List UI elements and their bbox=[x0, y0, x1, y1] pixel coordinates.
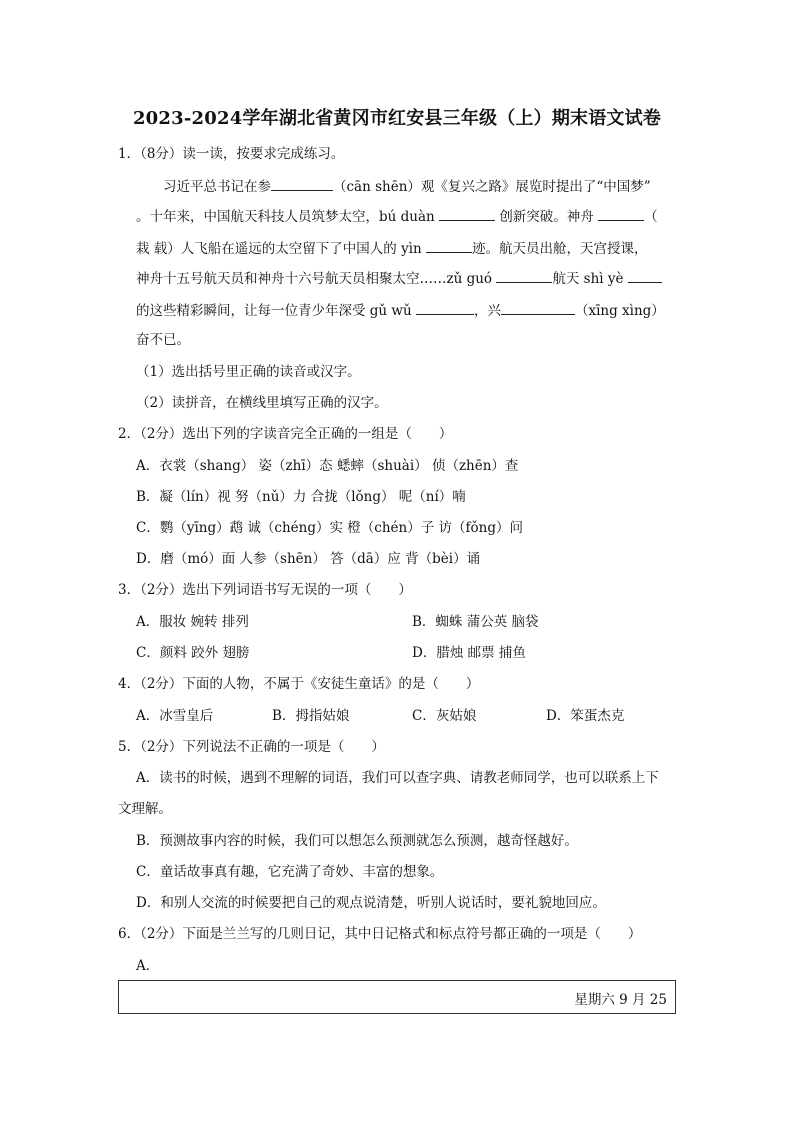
question-6-option-a[interactable]: A． bbox=[136, 958, 160, 974]
answer-blank[interactable] bbox=[501, 300, 575, 315]
passage-text: （ bbox=[644, 209, 658, 225]
question-6-heading: 6．（2分）下面是兰兰写的几则日记，其中日记格式和标点符号都正确的一项是（ ） bbox=[118, 926, 642, 942]
passage-text: 习近平总书记在参 bbox=[163, 179, 271, 195]
question-1-passage-line-3 bbox=[136, 238, 676, 258]
question-4-option-d[interactable]: D．笨蛋杰克 bbox=[546, 708, 625, 724]
question-2-option-b[interactable]: B．凝（lín）视 努（nǔ）力 合拢（lǒng） 呢（ní）喃 bbox=[136, 489, 466, 505]
passage-text: （xīng xìng） bbox=[574, 303, 665, 319]
question-3-option-a[interactable]: A．服妆 婉转 排列 bbox=[136, 614, 249, 630]
question-5-option-c[interactable]: C．童话故事真有趣，它充满了奇妙、丰富的想象。 bbox=[136, 864, 444, 880]
question-4-heading: 4．（2分）下面的人物，不属于《安徒生童话》的是（ ） bbox=[118, 676, 480, 692]
answer-blank[interactable] bbox=[496, 268, 552, 283]
question-1-passage-line-1 bbox=[163, 176, 651, 196]
passage-text: （cān shēn）观《复兴之路》展览时提出了“中国梦” bbox=[333, 179, 651, 195]
answer-blank[interactable] bbox=[598, 206, 644, 221]
question-4-option-b[interactable]: B．拇指姑娘 bbox=[272, 708, 350, 724]
question-1-passage-line-6: 奋不已。 bbox=[136, 332, 190, 348]
passage-text: 神舟十五号航天员和神舟十六号航天员相聚太空……zǔ guó bbox=[136, 271, 493, 287]
answer-blank[interactable] bbox=[439, 206, 495, 221]
answer-blank[interactable] bbox=[426, 238, 472, 253]
question-3-heading: 3．（2分）选出下列词语书写无误的一项（ ） bbox=[118, 582, 412, 598]
question-3-option-d[interactable]: D．腊烛 邮票 捕鱼 bbox=[412, 645, 526, 661]
answer-blank[interactable] bbox=[628, 268, 662, 283]
question-1-sub-1: （1）选出括号里正确的读音或汉字。 bbox=[136, 364, 361, 380]
passage-text: ，兴 bbox=[473, 303, 501, 319]
question-3-option-c[interactable]: C．颜料 跤外 翅膀 bbox=[136, 645, 250, 661]
question-1-passage-line-5 bbox=[136, 300, 676, 320]
question-5-heading: 5．（2分）下列说法不正确的一项是（ ） bbox=[118, 739, 385, 755]
diary-box bbox=[118, 980, 676, 1014]
question-4-option-c[interactable]: C．灰姑娘 bbox=[412, 708, 477, 724]
page-title: 2023-2024学年湖北省黄冈市红安县三年级（上）期末语文试卷 bbox=[132, 108, 662, 129]
question-5-option-a[interactable]: A．读书的时候，遇到不理解的词语，我们可以查字典、请教老师同学，也可以联系上下 bbox=[136, 770, 659, 786]
answer-blank[interactable] bbox=[416, 300, 474, 315]
passage-text: 的这些精彩瞬间，让每一位青少年深受 gǔ wǔ bbox=[136, 303, 412, 319]
question-1-heading: 1．（8分）读一读，按要求完成练习。 bbox=[118, 146, 345, 162]
passage-text: 航天 shì yè bbox=[552, 271, 624, 287]
question-2-option-d[interactable]: D．磨（mó）面 人参（shēn） 答（dā）应 背（bèi）诵 bbox=[136, 551, 481, 567]
diary-date: 星期六 9 月 25 bbox=[574, 992, 667, 1008]
question-5-option-d[interactable]: D．和别人交流的时候要把自己的观点说清楚，听别人说话时，要礼貌地回应。 bbox=[136, 895, 606, 911]
passage-text: 栽 载）人飞船在遥远的太空留下了中国人的 yìn bbox=[136, 241, 422, 257]
question-5-option-b[interactable]: B．预测故事内容的时候，我们可以想怎么预测就怎么预测，越奇怪越好。 bbox=[136, 833, 578, 849]
question-1-passage-line-4 bbox=[136, 268, 676, 288]
passage-text: 创新突破。神舟 bbox=[499, 209, 594, 225]
passage-text: 。十年来，中国航天科技人员筑梦太空，bú duàn bbox=[136, 209, 435, 225]
question-2-heading: 2．（2分）选出下列的字读音完全正确的一组是（ ） bbox=[118, 426, 453, 442]
question-5-option-a-continued: 文理解。 bbox=[118, 801, 172, 817]
answer-blank[interactable] bbox=[271, 176, 333, 191]
question-1-sub-2: （2）读拼音，在横线里填写正确的汉字。 bbox=[136, 395, 388, 411]
question-1-passage-line-2 bbox=[136, 206, 676, 226]
question-4-option-a[interactable]: A．冰雪皇后 bbox=[136, 708, 214, 724]
passage-text: 迹。航天员出舱，天宫授课， bbox=[472, 241, 648, 257]
question-2-option-a[interactable]: A．衣裳（shang） 姿（zhī）态 蟋蟀（shuài） 侦（zhēn）查 bbox=[136, 458, 519, 474]
question-3-option-b[interactable]: B．蜘蛛 蒲公英 脑袋 bbox=[412, 614, 539, 630]
question-2-option-c[interactable]: C．鹦（yīng）鹉 诚（chéng）实 橙（chén）子 访（fǒng）问 bbox=[136, 520, 523, 536]
